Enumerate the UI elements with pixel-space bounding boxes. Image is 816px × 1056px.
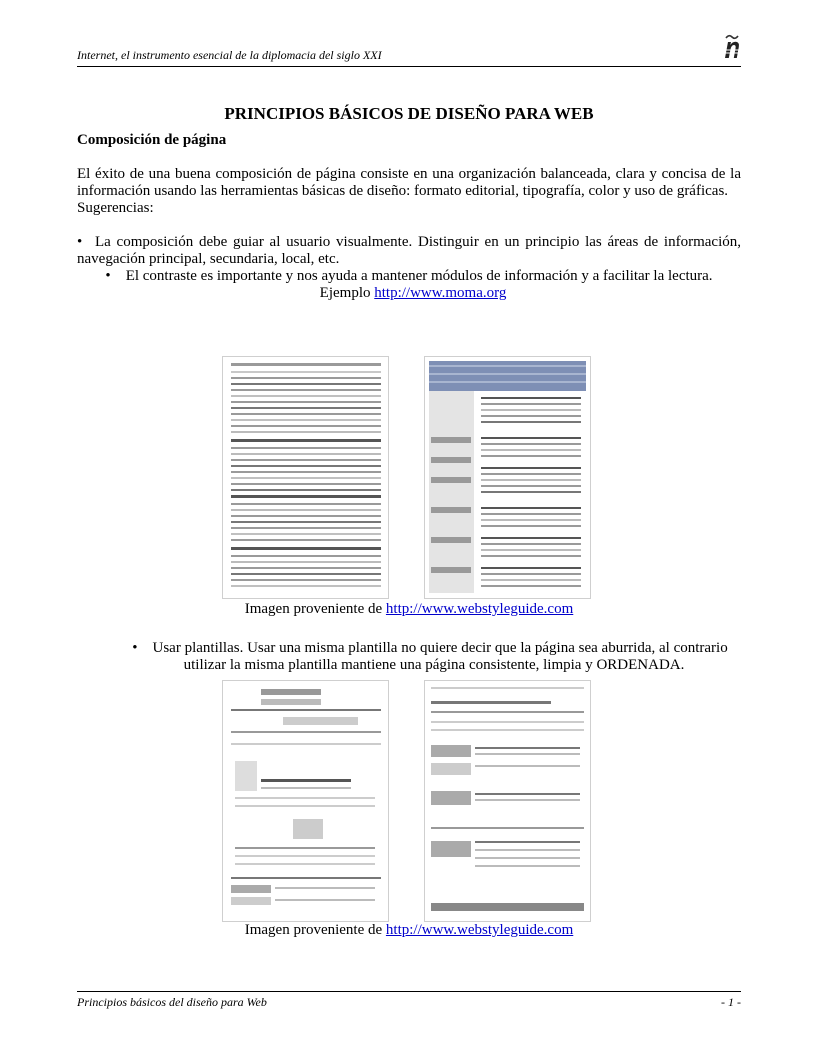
bullet-icon: • [77, 234, 83, 250]
n-tilde-logo-icon [723, 30, 741, 60]
template-layout-graphic-1 [223, 681, 388, 921]
bullet-item: • El contraste es importante y nos ayuda a mantener módulos de información y a facilitar la lectura. Ejemplo http://www.moma.org [105, 268, 713, 301]
template-thumbnail-2 [424, 680, 591, 922]
image-caption: Imagen proveniente de http://www.webstyleguide.com [244, 601, 574, 617]
document-body [77, 104, 741, 302]
webstyleguide-link[interactable]: http://www.webstyleguide.com [385, 922, 574, 938]
sugerencias-label: Sugerencias: [77, 200, 154, 216]
webpage-thumbnail-text [222, 356, 389, 599]
example-label: Ejemplo [319, 285, 375, 301]
text-layout-graphic [223, 357, 388, 598]
contrast-layout-graphic [425, 357, 590, 598]
bullet-item: • La composición debe guiar al usuario visualmente. Distinguir en un principio las áreas de información, navegación principal, secundaria, local, etc. [77, 234, 741, 267]
moma-link[interactable]: http://www.moma.org [374, 285, 507, 301]
section-heading: Composición de página [77, 132, 227, 148]
page-number: - 1 - [721, 995, 741, 1009]
template-thumbnail-1 [222, 680, 389, 922]
header-title: Internet, el instrumento esencial de la diplomacia del siglo XXI [77, 48, 382, 62]
footer-title: Principios básicos del diseño para Web [77, 995, 267, 1009]
image-caption: Imagen proveniente de http://www.webstyleguide.com [244, 922, 574, 938]
intro-paragraph: El éxito de una buena composición de página consiste en una organización balanceada, clara y concisa de la información usando las herramientas básicas de diseño: formato editorial, tipografía, color y uso de gráficas. [77, 166, 741, 199]
page-footer [77, 991, 741, 1010]
webpage-thumbnail-contrast [424, 356, 591, 599]
bullet-icon: • [132, 640, 153, 656]
page-title: PRINCIPIOS BÁSICOS DE DISEÑO PARA WEB [224, 104, 594, 123]
template-bullet [77, 640, 741, 674]
bullet-item: • Usar plantillas. Usar una misma plantilla no quiere decir que la página sea aburrida, al contrario utilizar la misma plantilla mantiene una página consistente, limpia y ORDENADA. [132, 640, 728, 673]
bullet-icon: • [105, 268, 126, 284]
page-header [77, 30, 741, 67]
webstyleguide-link[interactable]: http://www.webstyleguide.com [385, 601, 574, 617]
template-layout-graphic-2 [425, 681, 590, 921]
